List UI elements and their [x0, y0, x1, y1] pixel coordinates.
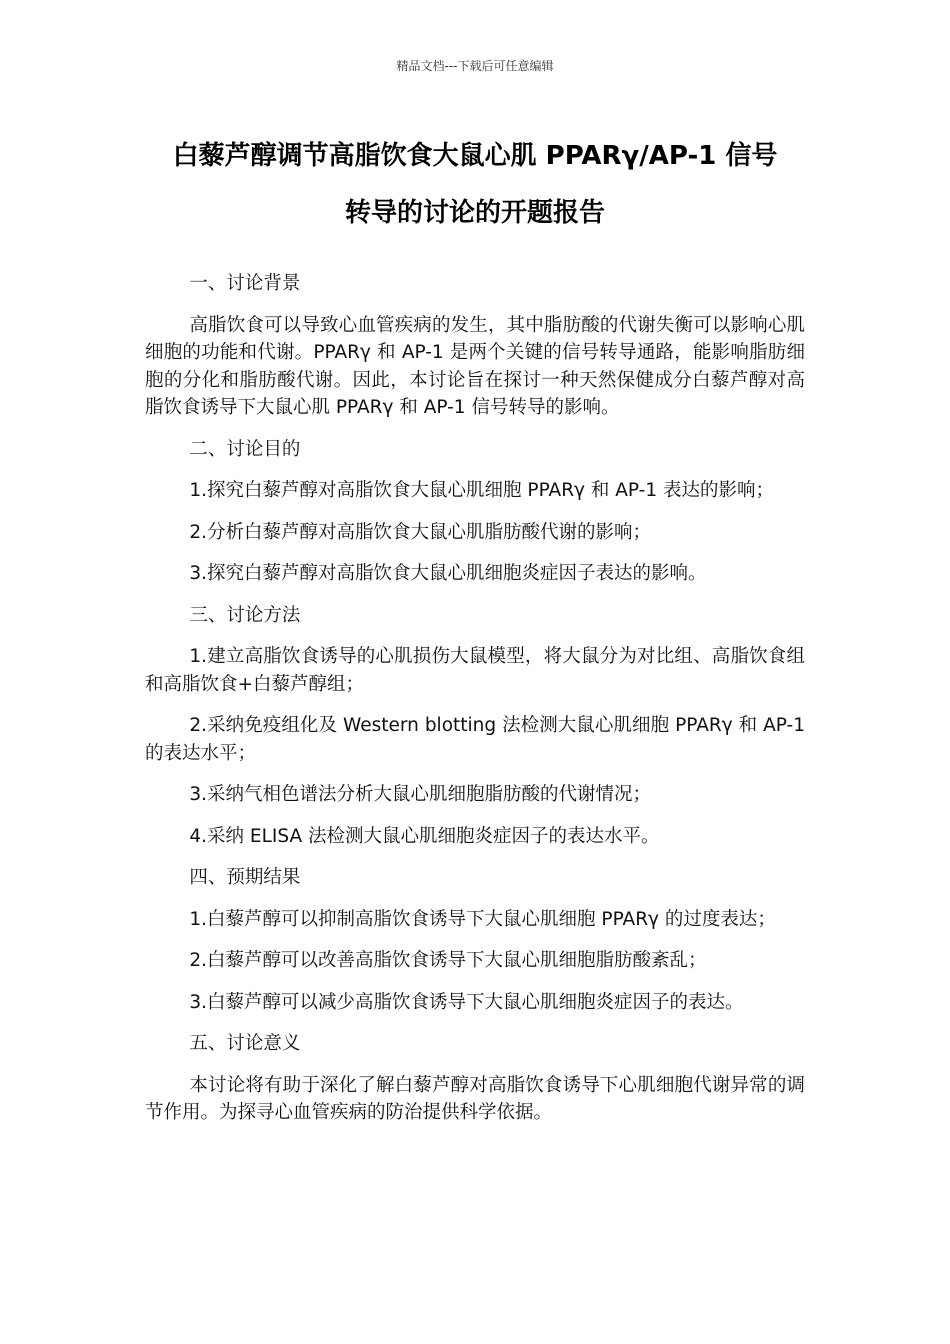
list-item: 1.白藜芦醇可以抑制高脂饮食诱导下大鼠心肌细胞 PPARγ 的过度表达； [189, 908, 776, 930]
document-body [145, 270, 805, 1141]
section-heading-significance: 五、讨论意义 [189, 1033, 301, 1054]
paragraph: 高脂饮食可以导致心血管疾病的发生，其中脂肪酸的代谢失衡可以影响心肌细胞的功能和代谢。PPARγ 和 AP-1 是两个关键的信号转导通路，能影响脂肪细胞的分化和脂肪酸代谢。因此，本讨论旨在探讨一种天然保健成分白藜芦醇对高脂饮食诱导下大鼠心肌 PPARγ 和 AP-1 信号转导的影响。 [145, 314, 805, 418]
list-item: 1.探究白藜芦醇对高脂饮食大鼠心肌细胞 PPARγ 和 AP-1 表达的影响； [189, 480, 775, 501]
list-item: 3.探究白藜芦醇对高脂饮食大鼠心肌细胞炎症因子表达的影响。 [189, 563, 707, 584]
list-item: 2.采纳免疫组化及 Western blotting 法检测大鼠心肌细胞 PPARγ 和 AP-1 的表达水平； [145, 715, 805, 764]
section-heading-expected-results: 四、预期结果 [189, 867, 301, 888]
paragraph: 本讨论将有助于深化了解白藜芦醇对高脂饮食诱导下心肌细胞代谢异常的调节作用。为探寻心血管疾病的防治提供科学依据。 [145, 1074, 805, 1123]
section-heading-purpose: 二、讨论目的 [189, 438, 301, 460]
section-heading-background: 一、讨论背景 [189, 273, 301, 294]
list-item: 4.采纳 ELISA 法检测大鼠心肌细胞炎症因子的表达水平。 [189, 825, 660, 847]
document-title-line-1: 白藜芦醇调节高脂饮食大鼠心肌 PPARγ/AP-1 信号 [172, 141, 778, 171]
list-item: 1.建立高脂饮食诱导的心肌损伤大鼠模型，将大鼠分为对比组、高脂饮食组和高脂饮食+白藜芦醇组； [145, 646, 805, 695]
section-heading-methods: 三、讨论方法 [189, 604, 301, 626]
list-item: 2.分析白藜芦醇对高脂饮食大鼠心肌脂肪酸代谢的影响； [189, 521, 652, 543]
list-item: 2.白藜芦醇可以改善高脂饮食诱导下大鼠心肌细胞脂肪酸紊乱； [189, 950, 707, 971]
page-header-note: 精品文档---下载后可任意编辑 [396, 59, 554, 73]
list-item: 3.白藜芦醇可以减少高脂饮食诱导下大鼠心肌细胞炎症因子的表达。 [189, 991, 744, 1013]
list-item: 3.采纳气相色谱法分析大鼠心肌细胞脂肪酸的代谢情况； [189, 784, 652, 805]
document-title-line-2: 转导的讨论的开题报告 [344, 198, 605, 228]
